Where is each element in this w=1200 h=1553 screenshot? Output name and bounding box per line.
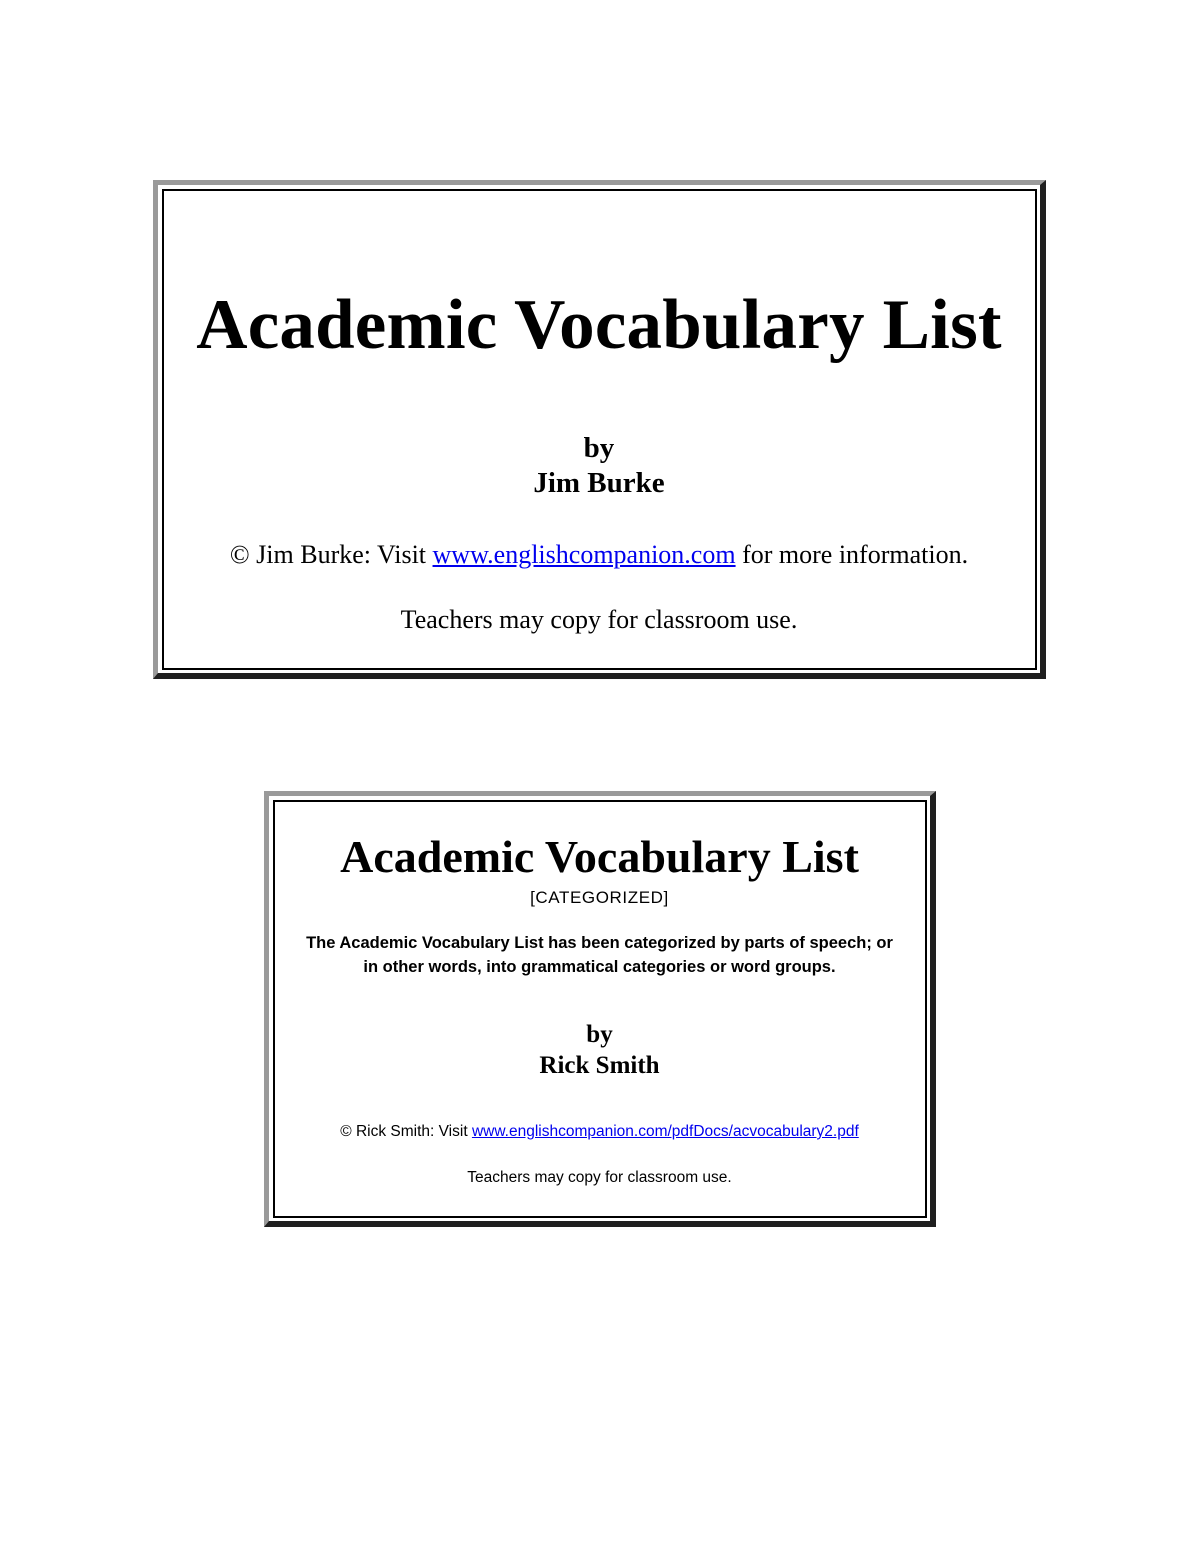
card2-subtitle: [CATEGORIZED] [530, 888, 669, 907]
card1-by: by [583, 432, 615, 464]
card1-title: Academic Vocabulary List [196, 286, 1002, 364]
title-card-rick-smith [264, 791, 936, 1227]
card1-copyright-prefix: © Jim Burke: Visit [229, 540, 433, 569]
title-card-jim-burke [153, 180, 1046, 679]
card2-copyright-prefix: © Rick Smith: Visit [340, 1123, 472, 1140]
card2-author: Rick Smith [539, 1052, 660, 1079]
card1-author: Jim Burke [533, 467, 665, 499]
card2-title: Academic Vocabulary List [340, 831, 859, 882]
card1-note: Teachers may copy for classroom use. [400, 605, 798, 634]
card2-description-line1: The Academic Vocabulary List has been categorized by parts of speech; or [306, 934, 893, 952]
englishcompanion-link[interactable]: www.englishcompanion.com [432, 540, 736, 569]
card2-by: by [586, 1021, 613, 1048]
card1-copyright-suffix: for more information. [735, 540, 969, 569]
acvocabulary-pdf-link[interactable]: www.englishcompanion.com/pdfDocs/acvocabulary2.pdf [471, 1123, 859, 1140]
card2-description [269, 931, 930, 979]
card2-description-line2: in other words, into grammatical categories or word groups. [363, 958, 836, 976]
card1-copyright [158, 540, 1040, 570]
card2-copyright [269, 1123, 930, 1141]
card2-note: Teachers may copy for classroom use. [467, 1169, 732, 1186]
